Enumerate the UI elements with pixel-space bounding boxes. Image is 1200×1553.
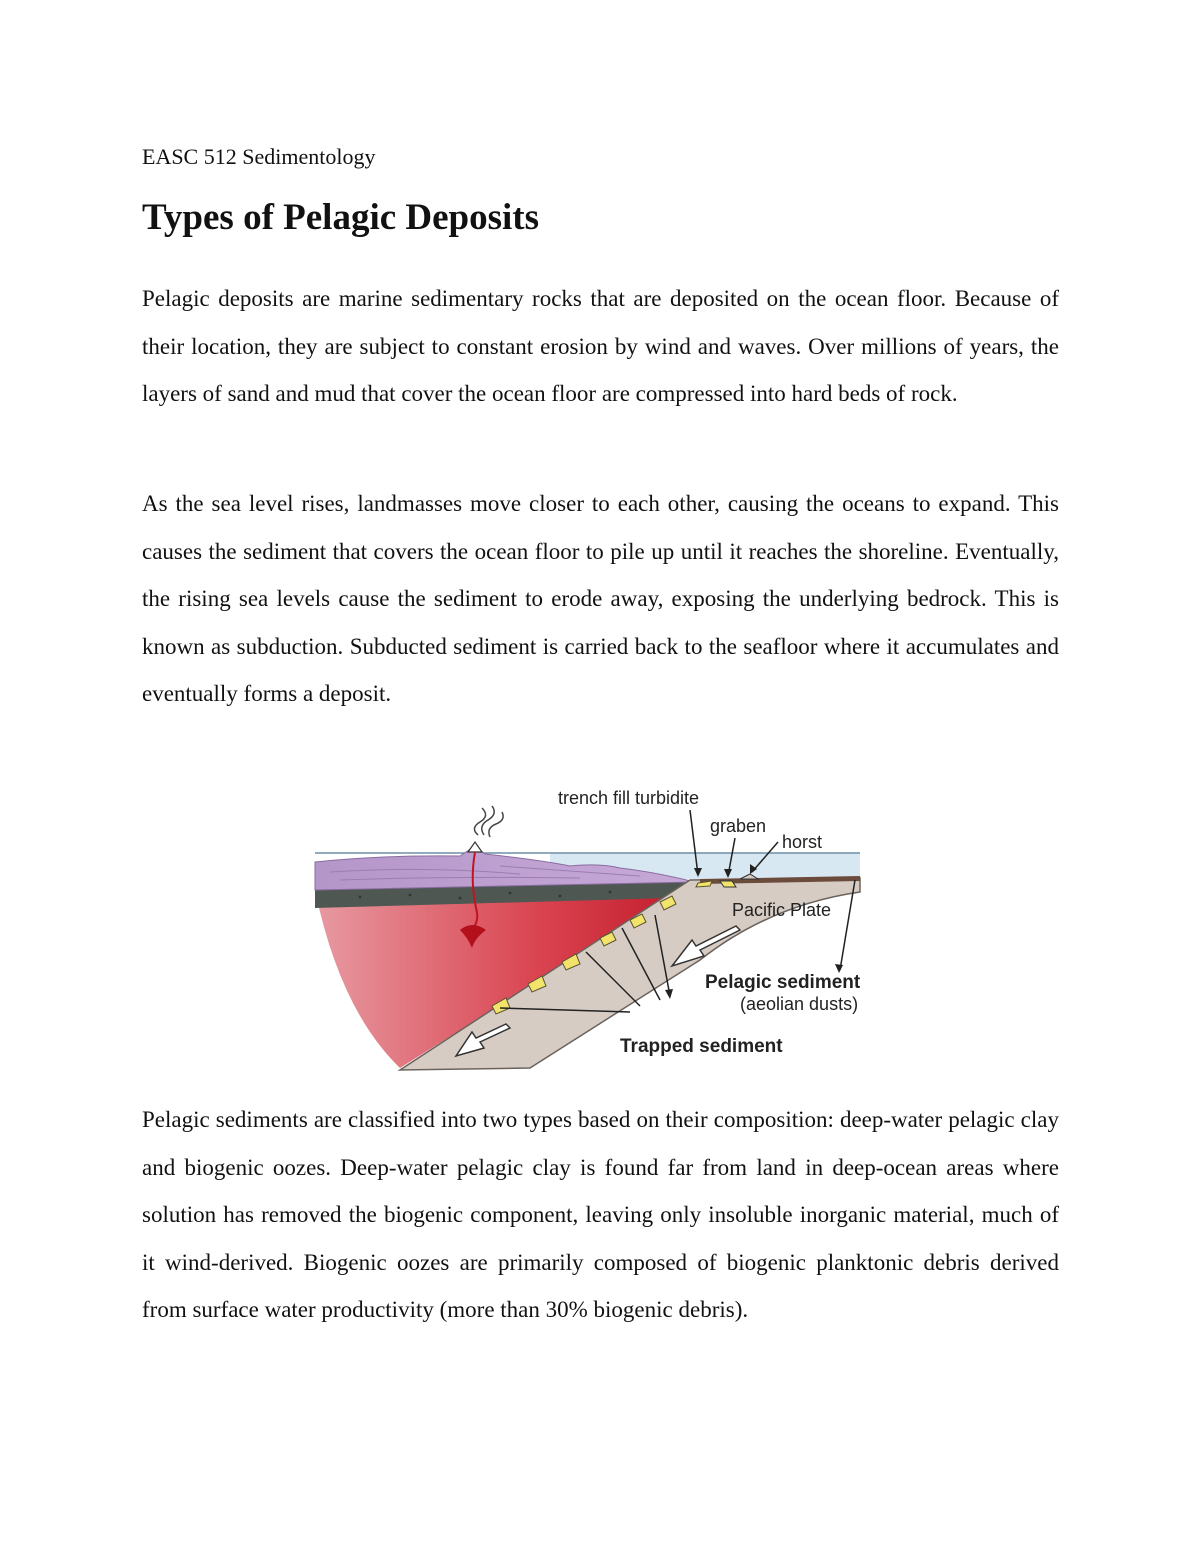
label-horst: horst — [782, 832, 823, 852]
label-pelagic-sediment: Pelagic sediment — [705, 972, 861, 993]
page-title: Types of Pelagic Deposits — [142, 197, 540, 238]
label-graben: graben — [710, 816, 767, 836]
label-pacific-plate: Pacific Plate — [732, 900, 832, 920]
label-trench-fill: trench fill turbidite — [558, 788, 700, 808]
paragraph-classification: Pelagic sediments are classified into two types based on their composition: deep-water pelagic clay and biogenic oozes. Deep-water pelagic clay is found far from land in deep-ocean areas where solution has removed the biogenic component, leaving only insoluble inorganic material, much of it wind-derived. Biogenic oozes are primarily composed of biogenic planktonic debris derived from surface water productivity (more than 30% biogenic debris). — [142, 1107, 1059, 1322]
volcano-icon — [468, 806, 503, 852]
subduction-diagram — [300, 780, 900, 1080]
label-aeolian-dusts: (aeolian dusts) — [740, 994, 859, 1014]
course-header: EASC 512 Sedimentology — [142, 144, 376, 169]
paragraph-subduction: As the sea level rises, landmasses move closer to each other, causing the oceans to expand. This causes the sediment that covers the ocean floor to pile up until it reaches the shoreline. Eventually, the rising sea levels cause the sediment to erode away, exposing the underlying bedrock. This is known as subduction. Subducted sediment is carried back to the seafloor where it accumulates and eventually forms a deposit. — [142, 491, 1059, 706]
paragraph-intro: Pelagic deposits are marine sedimentary rocks that are deposited on the ocean floor. Because of their location, they are subject to constant erosion by wind and waves. Over millions of years, the layers of sand and mud that cover the ocean floor are compressed into hard beds of rock. — [142, 286, 1059, 406]
label-trapped-sediment: Trapped sediment — [620, 1036, 783, 1057]
